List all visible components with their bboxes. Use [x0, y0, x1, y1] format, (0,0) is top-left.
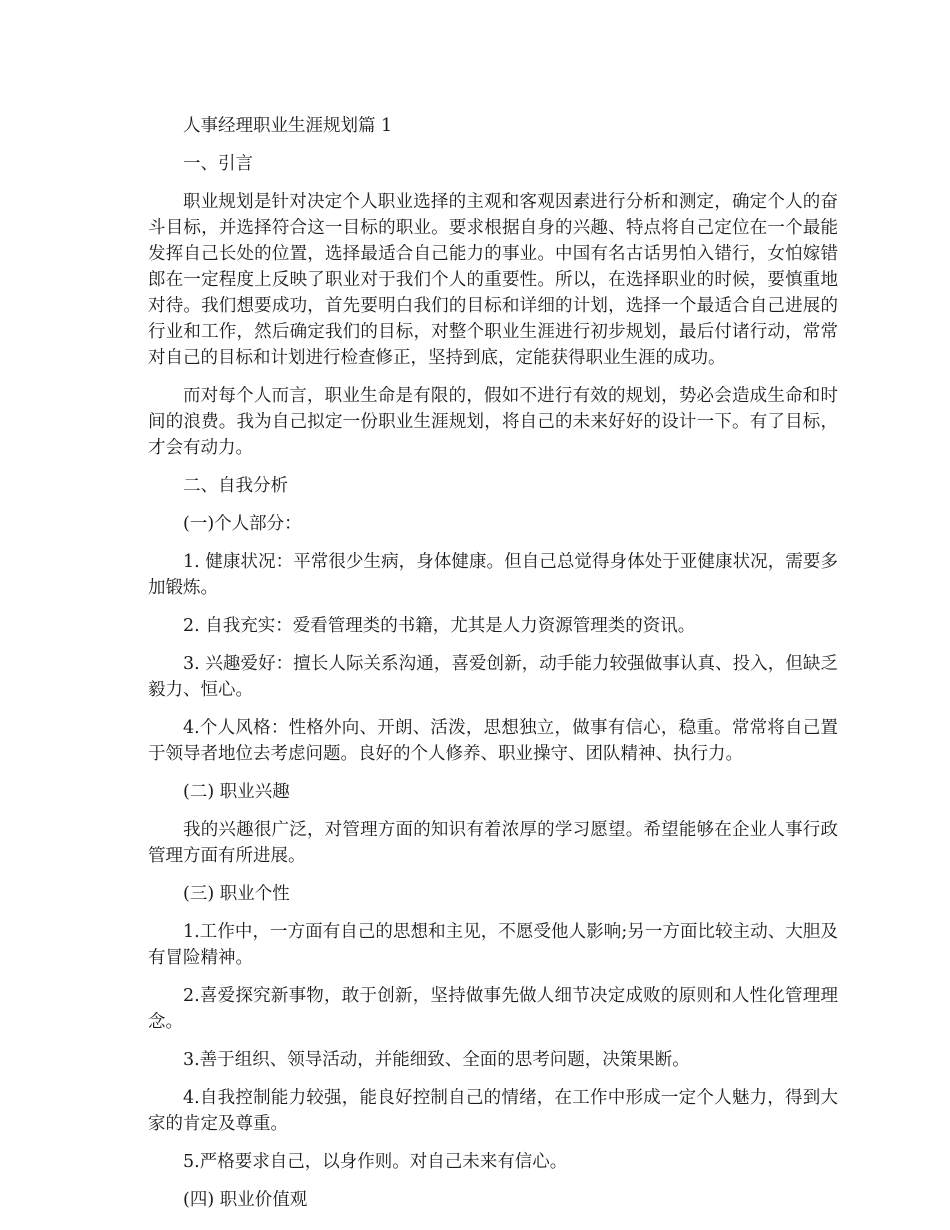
list-item-personality-2: 2.喜爱探究新事物，敢于创新，坚持做事先做人细节决定成败的原则和人性化管理理念。: [148, 986, 838, 1032]
document-title: 人事经理职业生涯规划篇 1: [183, 116, 393, 136]
list-item-hobbies: 3. 兴趣爱好：擅长人际关系沟通，喜爱创新，动手能力较强做事认真、投入，但缺乏毅力、恒心。: [148, 654, 838, 700]
list-item-self-improvement: 2. 自我充实：爱看管理类的书籍，尤其是人力资源管理类的资讯。: [183, 616, 696, 636]
list-item-health: 1. 健康状况：平常很少生病，身体健康。但自己总觉得身体处于亚健康状况，需要多加锻炼。: [148, 552, 838, 598]
subsection-heading-career-values: (四) 职业价值观: [183, 1190, 308, 1210]
section-heading-intro: 一、引言: [183, 154, 253, 174]
paragraph-career-interest: 我的兴趣很广泛，对管理方面的知识有着浓厚的学习愿望。希望能够在企业人事行政管理方面有所进展。: [148, 820, 838, 866]
subsection-heading-personal: (一)个人部分：: [183, 514, 302, 534]
paragraph-intro-1: 职业规划是针对决定个人职业选择的主观和客观因素进行分析和测定，确定个人的奋斗目标，并选择符合这一目标的职业。要求根据自身的兴趣、特点将自己定位在一个最能发挥自己长处的位置，选择最适合自己能力的事业。中国有名古话男怕入错行，女怕嫁错郎在一定程度上反映了职业对于我们个人的重要性。所以，在选择职业的时候，要慎重地对待。我们想要成功，首先要明白我们的目标和详细的计划，选择一个最适合自己进展的行业和工作，然后确定我们的目标，对整个职业生涯进行初步规划，最后付诸行动，常常对自己的目标和计划进行检查修正，坚持到底，定能获得职业生涯的成功。: [148, 192, 838, 368]
subsection-heading-career-personality: (三) 职业个性: [183, 884, 290, 904]
paragraph-intro-2: 而对每个人而言，职业生命是有限的，假如不进行有效的规划，势必会造成生命和时间的浪费。我为自己拟定一份职业生涯规划，将自己的未来好好的设计一下。有了目标，才会有动力。: [148, 386, 838, 458]
list-item-personal-style: 4.个人风格：性格外向、开朗、活泼，思想独立，做事有信心，稳重。常常将自己置于领导者地位去考虑问题。良好的个人修养、职业操守、团队精神、执行力。: [148, 718, 838, 764]
section-heading-self-analysis: 二、自我分析: [183, 476, 288, 496]
list-item-personality-1: 1.工作中，一方面有自己的思想和主见，不愿受他人影响;另一方面比较主动、大胆及有冒险精神。: [148, 922, 838, 968]
document-page: [148, 113, 838, 1225]
list-item-personality-3: 3.善于组织、领导活动，并能细致、全面的思考问题，决策果断。: [183, 1050, 690, 1070]
list-item-personality-5: 5.严格要求自己，以身作则。对自己未来有信心。: [183, 1152, 568, 1172]
subsection-heading-career-interest: (二) 职业兴趣: [183, 782, 290, 802]
list-item-personality-4: 4.自我控制能力较强，能良好控制自己的情绪，在工作中形成一定个人魅力，得到大家的肯定及尊重。: [148, 1088, 838, 1134]
